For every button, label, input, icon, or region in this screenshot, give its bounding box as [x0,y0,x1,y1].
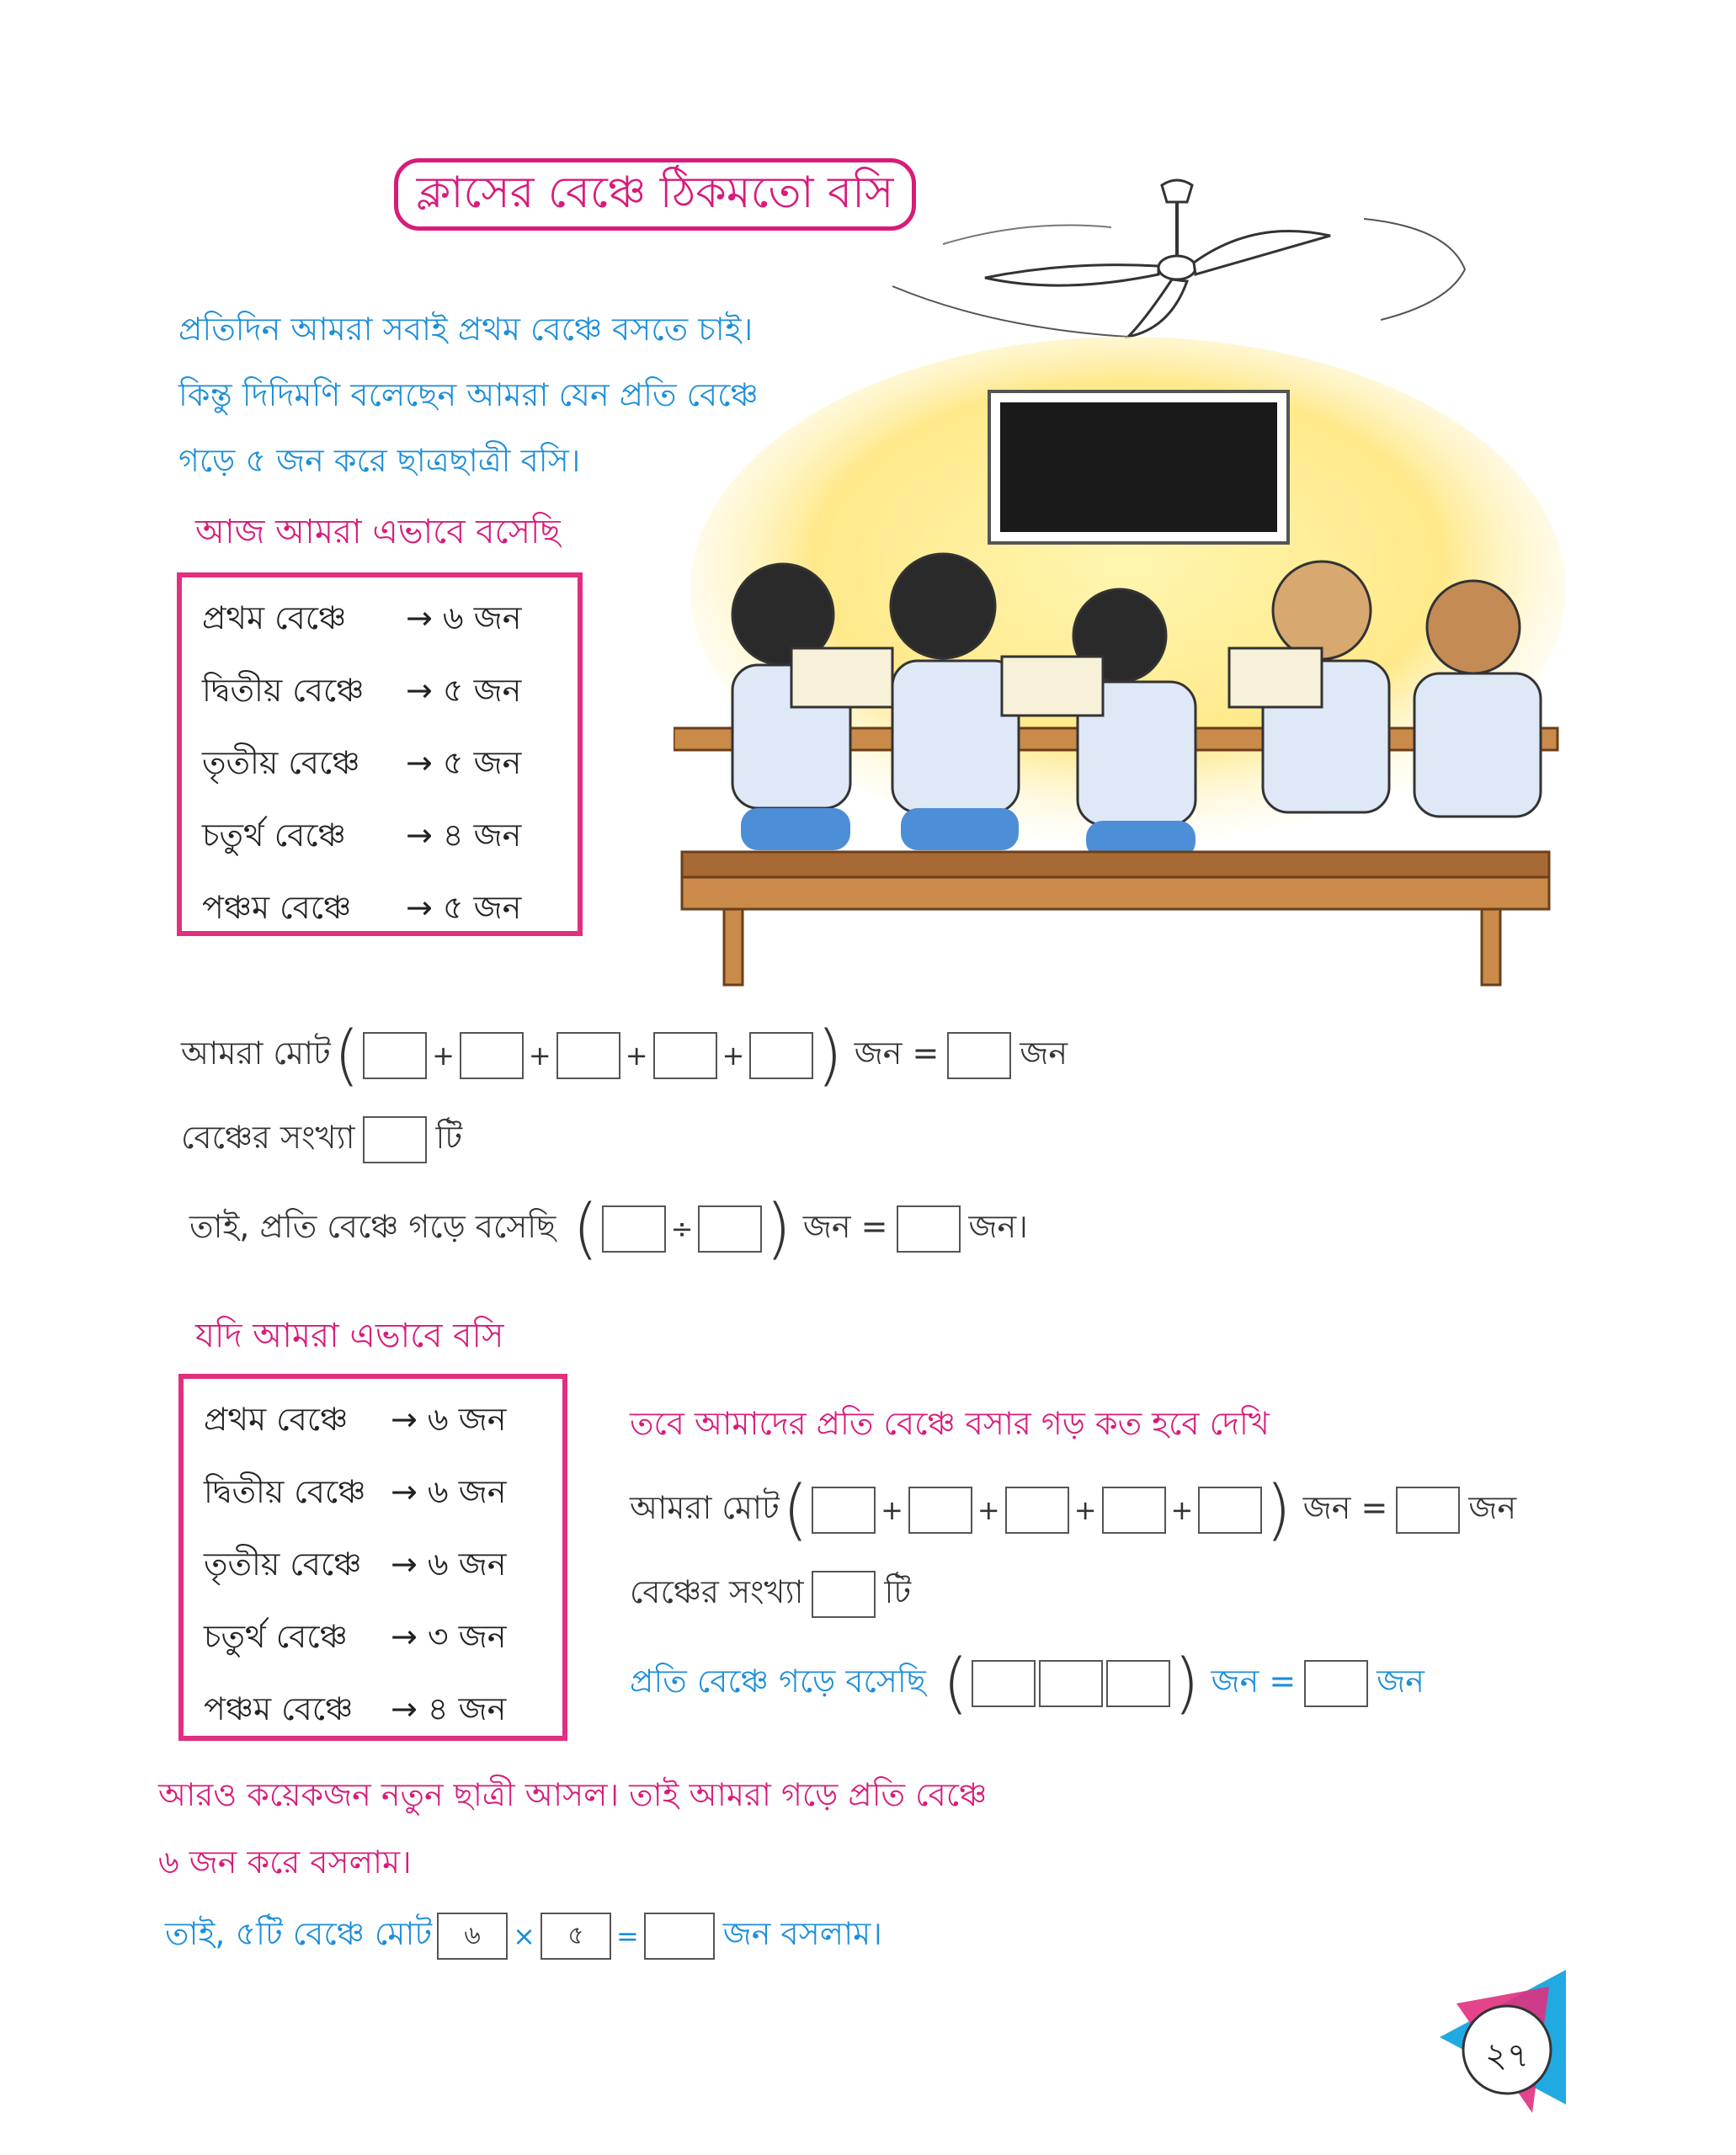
answer-box[interactable] [644,1913,715,1960]
page-number: ২৭ [1484,2036,1529,2075]
table-row [204,1458,542,1530]
average-unit: জন = [802,1208,888,1245]
total-unit: জন = [854,1035,940,1072]
total-result-unit: জন [1020,1035,1068,1072]
answer-box[interactable] [812,1487,876,1534]
answer-box[interactable] [1106,1660,1170,1707]
answer-box[interactable] [363,1032,427,1079]
bench-count: → ৬ জন [391,1473,507,1510]
intro-line: গড়ে ৫ জন করে ছাত্রছাত্রী বসি। [178,442,581,479]
answer-box[interactable] [1198,1487,1262,1534]
section3-paragraph [158,1761,987,1896]
page-title: ক্লাসের বেঞ্চে ঠিকমতো বসি [394,158,916,231]
bench-label: চতুর্থ বেঞ্চে [204,1618,348,1655]
bench-count-equation-1 [181,1113,471,1167]
answer-box[interactable] [897,1205,961,1253]
section2-heading: যদি আমরা এভাবে বসি [195,1317,504,1355]
table-row [202,729,557,801]
table-row [204,1530,542,1603]
answer-box[interactable] [653,1032,717,1079]
bench-count: → ৫ জন [406,672,522,709]
multiplier-box: ৫ [541,1913,611,1960]
bench-label: প্রথম বেঞ্চে [204,1401,349,1438]
average-label: তাই, প্রতি বেঞ্চে গড়ে বসেছি [189,1208,556,1245]
bench-count-unit: টি [435,1119,463,1156]
bench-label: পঞ্চম বেঞ্চে [202,889,352,926]
answer-box[interactable] [1102,1487,1166,1534]
answer-box[interactable] [556,1032,620,1079]
bench-count-label: বেঞ্চের সংখ্যা [181,1119,355,1156]
section1-heading: আজ আমরা এভাবে বসেছি [195,513,561,551]
table-row [202,584,557,657]
answer-box[interactable] [749,1032,813,1079]
average-equation-2: প্রতি বেঞ্চে গড়ে বসেছি ( ) জন = জন [630,1646,1424,1721]
section2-question: তবে আমাদের প্রতি বেঞ্চে বসার গড় কত হবে দেখি [630,1405,1270,1442]
total-equation-2: আমরা মোট ( + + + + ) জন = জন [630,1472,1517,1548]
bench-count-label: বেঞ্চের সংখ্যা [630,1573,804,1610]
table-row [204,1386,542,1458]
bench-label: চতুর্থ বেঞ্চে [202,817,346,854]
bench-count: → ৬ জন [391,1401,507,1438]
table-row [204,1603,542,1675]
answer-box[interactable] [1039,1660,1103,1707]
bench-count-equation-2 [630,1567,919,1621]
average-label: প্রতি বেঞ্চে গড়ে বসেছি [630,1663,926,1700]
bench-table-2 [178,1374,567,1741]
bench-label: দ্বিতীয় বেঞ্চে [202,672,365,709]
bench-label: তৃতীয় বেঞ্চে [204,1546,362,1583]
bench-count: → ৪ জন [391,1690,507,1727]
bench-count: → ৪ জন [406,817,522,854]
total-label: আমরা মোট [630,1489,780,1526]
bench-count-unit: টি [884,1573,912,1610]
answer-box[interactable] [460,1032,524,1079]
multiplication-label: তাই, ৫টি বেঞ্চে মোট [165,1915,433,1952]
answer-box[interactable] [947,1032,1011,1079]
answer-box[interactable] [908,1487,972,1534]
bench-count: → ৫ জন [406,889,522,926]
intro-line: কিন্তু দিদিমণি বলেছেন আমরা যেন প্রতি বেঞ্চে [178,376,759,413]
answer-box[interactable] [972,1660,1036,1707]
answer-box[interactable] [363,1116,427,1163]
multiplication-unit: জন বসলাম। [722,1915,882,1952]
bench-label: দ্বিতীয় বেঞ্চে [204,1473,366,1510]
total-label: আমরা মোট [181,1035,331,1072]
answer-box[interactable] [1005,1487,1069,1534]
multiplicand-box: ৬ [437,1913,508,1960]
average-result-unit: জন। [968,1208,1028,1245]
bench-table-1 [177,572,583,936]
bench-label: পঞ্চম বেঞ্চে [204,1690,354,1727]
section3-line: ৬ জন করে বসলাম। [158,1844,412,1881]
multiply-sign: × [513,1920,535,1952]
answer-box[interactable] [812,1571,876,1618]
table-row [202,801,557,874]
bench-count: → ৬ জন [391,1546,507,1583]
bench-count: → ৫ জন [406,744,522,781]
average-unit: জন = [1211,1663,1297,1700]
answer-box[interactable] [698,1205,762,1253]
classroom-illustration [674,337,1574,993]
answer-box[interactable] [1304,1660,1368,1707]
total-equation-1: আমরা মোট ( + + + + ) জন = জন [181,1018,1068,1093]
table-row [202,874,557,946]
bench-label: তৃতীয় বেঞ্চে [202,744,360,781]
table-row [202,657,557,729]
answer-box[interactable] [602,1205,666,1253]
average-equation-1: তাই, প্রতি বেঞ্চে গড়ে বসেছি ( ÷ ) জন = জন। [189,1191,1028,1267]
intro-line: প্রতিদিন আমরা সবাই প্রথম বেঞ্চে বসতে চাই। [178,311,754,348]
total-result-unit: জন [1468,1489,1517,1526]
equals-sign: = [615,1920,639,1952]
table-row [204,1675,542,1748]
average-result-unit: জন [1377,1663,1424,1700]
bench-count: → ৩ জন [391,1618,507,1655]
total-unit: জন = [1302,1489,1388,1526]
section3-line: আরও কয়েকজন নতুন ছাত্রী আসল। তাই আমরা গড়ে প্রতি বেঞ্চে [158,1776,988,1813]
answer-box[interactable] [1396,1487,1460,1534]
bench-label: প্রথম বেঞ্চে [202,599,347,636]
bench-count: → ৬ জন [406,599,522,636]
multiplication-equation [165,1909,891,1963]
